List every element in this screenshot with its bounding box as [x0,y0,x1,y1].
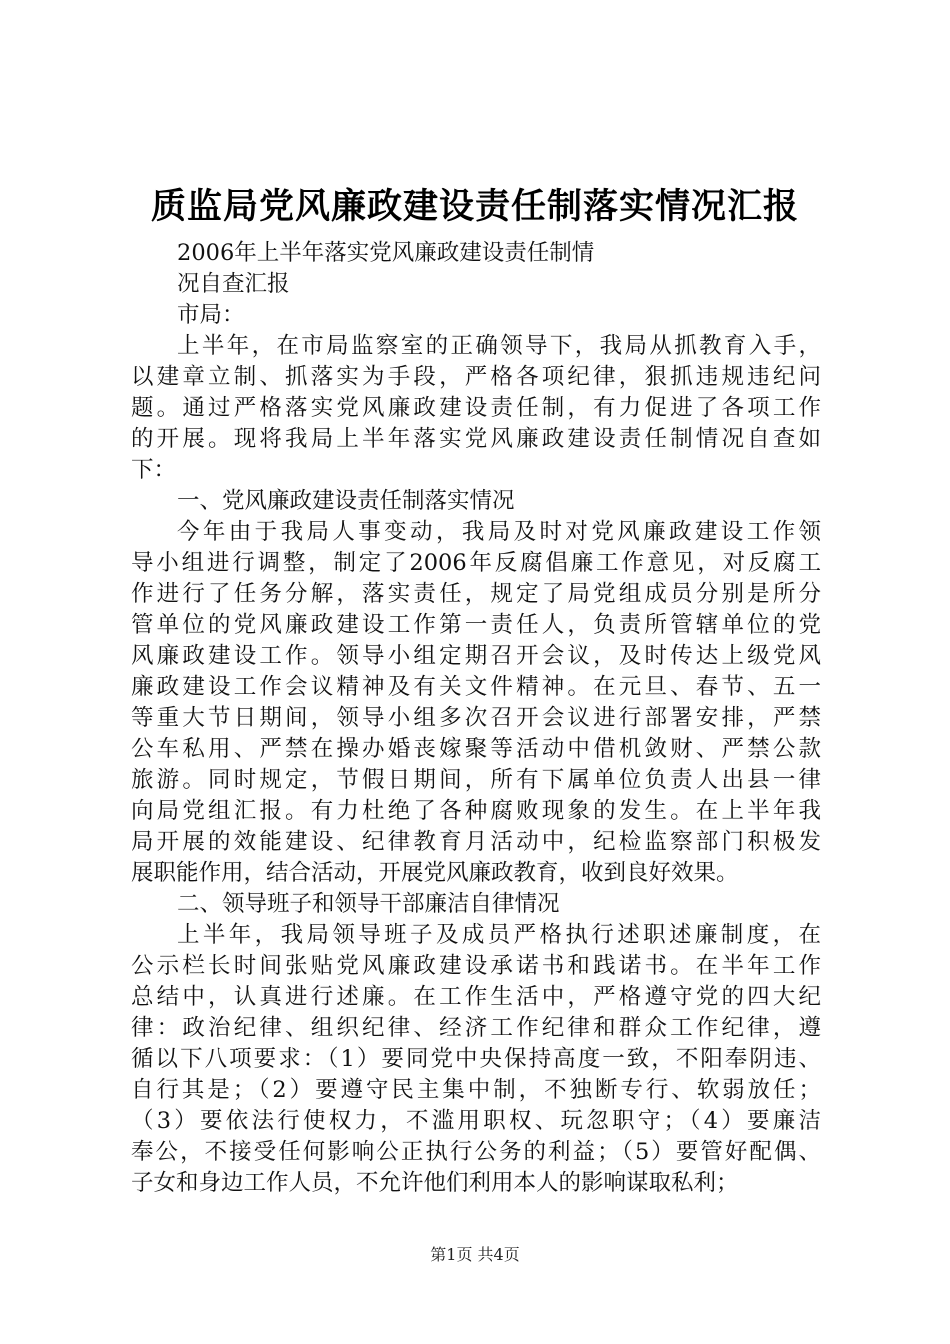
text-line: 循以下八项要求：（1）要同党中央保持高度一致，不阳奉阴违、 [131,1046,821,1072]
text-line: 上半年，在市局监察室的正确领导下，我局从抓教育入手， [177,333,821,359]
text-line: 律：政治纪律、组织纪律、经济工作纪律和群众工作纪律，遵 [131,1015,821,1041]
text-line: 上半年，我局领导班子及成员严格执行述职述廉制度，在 [177,922,821,948]
text-line: 的开展。现将我局上半年落实党风廉政建设责任制情况自查如 [131,426,821,452]
text-line: 向局党组汇报。有力杜绝了各种腐败现象的发生。在上半年我 [131,798,821,824]
text-line: 管单位的党风廉政建设工作第一责任人，负责所管辖单位的党 [131,612,821,638]
text-line: 题。通过严格落实党风廉政建设责任制，有力促进了各项工作 [131,395,821,421]
text-line: 一、党风廉政建设责任制落实情况 [177,488,515,514]
text-line: 下： [131,457,177,483]
text-line: 今年由于我局人事变动，我局及时对党风廉政建设工作领 [177,519,821,545]
text-line: （3）要依法行使权力，不滥用职权、玩忽职守；（4）要廉洁 [131,1108,821,1134]
text-line: 以建章立制、抓落实为手段，严格各项纪律，狠抓违规违纪问 [131,364,821,390]
text-line: 局开展的效能建设、纪律教育月活动中，纪检监察部门积极发 [131,829,821,855]
text-line: 况自查汇报 [177,271,290,297]
text-line: 子女和身边工作人员，不允许他们利用本人的影响谋取私利； [131,1170,739,1196]
document-body [131,238,821,1199]
text-line: 公示栏长时间张贴党风廉政建设承诺书和践诺书。在半年工作 [131,953,821,979]
text-line: 廉政建设工作会议精神及有关文件精神。在元旦、春节、五一 [131,674,821,700]
page-footer: 第1页 共4页 [430,1245,520,1264]
text-line: 自行其是；（2）要遵守民主集中制，不独断专行、软弱放任； [131,1077,821,1103]
text-line: 作进行了任务分解，落实责任，规定了局党组成员分别是所分 [131,581,821,607]
text-line: 风廉政建设工作。领导小组定期召开会议，及时传达上级党风 [131,643,821,669]
text-line: 等重大节日期间，领导小组多次召开会议进行部署安排，严禁 [131,705,821,731]
text-line: 奉公，不接受任何影响公正执行公务的利益；（5）要管好配偶、 [131,1139,821,1165]
text-line: 公车私用、严禁在操办婚丧嫁聚等活动中借机敛财、严禁公款 [131,736,821,762]
text-line: 展职能作用，结合活动，开展党风廉政教育，收到良好效果。 [131,860,739,886]
document-title: 质监局党风廉政建设责任制落实情况汇报 [150,186,799,227]
text-line: 总结中，认真进行述廉。在工作生活中，严格遵守党的四大纪 [131,984,821,1010]
text-line: 导小组进行调整，制定了2006年反腐倡廉工作意见，对反腐工 [131,550,821,576]
text-line: 旅游。同时规定，节假日期间，所有下属单位负责人出县一律 [131,767,821,793]
text-line: 市局： [177,302,245,328]
text-line: 2006年上半年落实党风廉政建设责任制情 [177,240,595,266]
text-line: 二、领导班子和领导干部廉洁自律情况 [177,891,560,917]
